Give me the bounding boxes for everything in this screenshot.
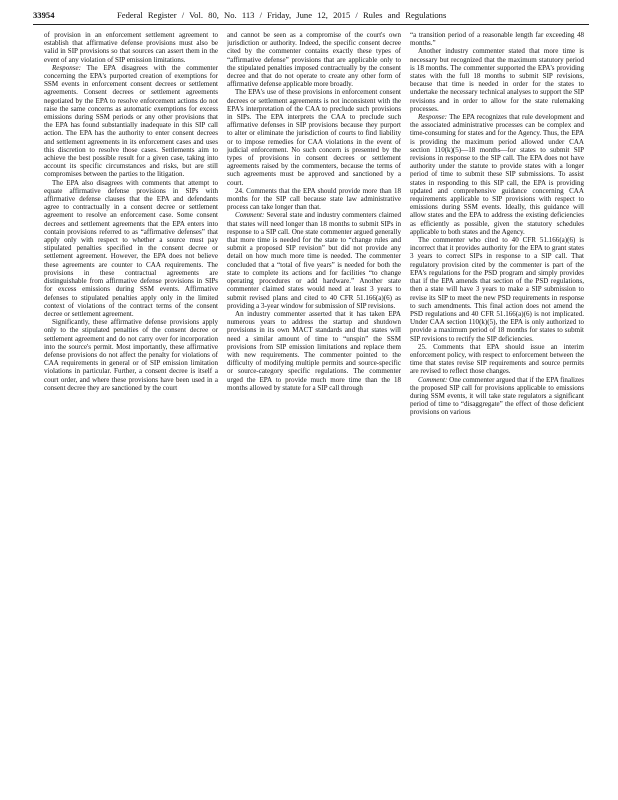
paragraph bbox=[410, 343, 584, 376]
running-title: Federal Register / Vol. 80, No. 113 / Friday, June 12, 2015 / Rules and Regulations bbox=[117, 10, 447, 20]
header-rule bbox=[33, 24, 589, 25]
paragraph-text: 24. Comments that the EPA should provide more than 18 months for the SIP call because state law administrative process can take longer than that. bbox=[227, 186, 401, 212]
body-columns bbox=[44, 31, 600, 791]
paragraph-text: The EPA recognizes that rule development and the associated administrative processes can be complex and time-consuming for states and for the Agency. Thus, the EPA is providing the maximum period allowed under CAA section 110(k)(5)—18 months—for states to submit SIP revisions in response to the SIP call. The EPA does not have authority under the statute to provide states with a longer period of time to submit these SIP submissions. To assist states in responding to this SIP call, the EPA is providing updated and comprehensive guidance concerning CAA requirements applicable to SIP provisions with respect to emissions during SSM events. Ideally, this guidance will allow states and the EPA to address the existing deficiencies as efficiently as possible, given the statutory schedules applicable to both states and the Agency. bbox=[410, 113, 584, 236]
paragraph bbox=[410, 31, 584, 47]
paragraph bbox=[44, 318, 218, 392]
paragraph-text: 25. Comments that EPA should issue an interim enforcement policy, with respect to enforcement between the time that states revise SIP requirements and source permits are revised to reflect those changes. bbox=[410, 342, 584, 376]
paragraph-lead: Comment: bbox=[235, 211, 265, 220]
paragraph bbox=[44, 64, 218, 179]
paragraph-text: and cannot be seen as a compromise of the court's own jurisdiction or authority. Indeed, the specific consent decree cited by the commenter contains exactly these types of “affirmative defense” provisions that are applicable only to the stipulated penalties imposed contractually by the consent decree and that do not operate to create any other form of affirmative defense applicable more broadly. bbox=[227, 31, 401, 89]
paragraph-text: of provision in an enforcement settlement agreement to establish that affirmative defense provisions must also be valid in SIP provisions so that sources can assert them in the event of any violation of SIP emission limitations. bbox=[44, 31, 218, 64]
paragraph-text: The EPA also disagrees with comments that attempt to equate affirmative defense provisions in SIPs with affirmative defense clauses that the EPA and defendants agree to contractually in a consent decree or settlement agreement to resolve an enforcement case. Some consent decrees and settlement agreements that the EPA enters into contain provisions referred to as “affirmative defenses” that apply only with respect to whether a source must pay stipulated penalties specified in the consent decree or settlement agreement. However, the EPA does not believe these agreements are counter to CAA requirements. The provisions in these contractual agreements are distinguishable from affirmative defense provisions in SIPs for excess emissions during SSM events. Affirmative defenses to stipulated penalties apply only in the limited context of violations of the contract terms of the consent decree or settlement agreement. bbox=[44, 178, 218, 318]
paragraph-text: The EPA disagrees with the commenter concerning the EPA's purported creation of exemptions for SSM events in enforcement consent decrees or settlement agreements. Consent decrees or settlement agreements negotiated by the EPA to resolve enforcement actions do not raise the same concerns as automatic exemptions for excess emissions during SSM periods or any other provisions that the EPA has found substantially inadequate in this SIP call action. The EPA has the authority to enter consent decrees and settlement agreements in its enforcement cases and uses this discretion to resolve those cases. Settlements aim to achieve the best possible result for a given case, taking into account its specific circumstances and risks, but are still compromises between the parties to the litigation. bbox=[44, 63, 218, 179]
paragraph bbox=[410, 113, 584, 236]
paragraph bbox=[227, 187, 401, 212]
paragraph-text: The EPA's use of these provisions in enforcement consent decrees or settlement agreements is not inconsistent with the EPA's interpretation of the CAA to preclude such provisions in SIPs. The EPA interprets the CAA to preclude such affirmative defenses in SIP provisions because they purport to alter or eliminate the jurisdiction of courts to find liability or to impose remedies for CAA violations in the event of judicial enforcement. No such concern is presented by the types of provisions in consent decrees or settlement agreements raised by the commenters, because the terms of such agreements must be approved and sanctioned by a court. bbox=[227, 88, 401, 187]
page-header bbox=[33, 8, 589, 22]
column-1 bbox=[44, 31, 218, 791]
paragraph bbox=[227, 31, 401, 88]
page-number: 33954 bbox=[33, 10, 55, 20]
paragraph bbox=[410, 236, 584, 343]
paragraph bbox=[227, 211, 401, 309]
column-2 bbox=[227, 31, 401, 791]
paragraph-lead: Response: bbox=[52, 63, 81, 72]
column-3 bbox=[410, 31, 584, 791]
paragraph-text: Another industry commenter stated that more time is necessary but recognized that the maximum statutory period is 18 months. The commenter supported the EPA's providing states with the full 18 months to submit SIP revisions, because that time is needed in order for the states to undertake the necessary technical analyses to support the SIP revisions and in order to allow for the state rulemaking processes. bbox=[410, 47, 584, 113]
paragraph-lead: Response: bbox=[418, 113, 447, 122]
paragraph-text: “a transition period of a reasonable length far exceeding 48 months.” bbox=[410, 31, 584, 48]
paragraph bbox=[410, 376, 584, 417]
paragraph bbox=[227, 88, 401, 186]
paragraph-text: The commenter who cited to 40 CFR 51.166(a)(6) is incorrect that it provides authority for the EPA to grant states 3 years to correct SIPs in response to a SIP call. That regulatory provision cited by the commenter is part of the EPA's regulations for the PSD program and simply provides that if the EPA amends that section of the PSD regulations, then a state will have 3 years to make a SIP submission to revise its SIP to meet the new PSD requirements in response to such amendments. This final action does not amend the PSD regulations and 40 CFR 51.166(a)(6) is not implicated. Under CAA section 110(k)(5), the EPA is only authorized to provide a maximum period of 18 months for states to submit SIP revisions to rectify the SIP deficiencies. bbox=[410, 236, 584, 343]
paragraph bbox=[44, 179, 218, 318]
paragraph-text: An industry commenter asserted that it has taken EPA numerous years to address the startup and shutdown provisions in its own MACT standards and that states will need a similar amount of time to “unspin” the SSM provisions from SIP emission limitations and replace them with new requirements. The commenter pointed to the difficulty of modifying multiple permits and source-specific or source-category specific regulations. The commenter urged the EPA to provide much more time than the 18 months allowed by statute for a SIP call through bbox=[227, 309, 401, 392]
paragraph bbox=[227, 310, 401, 392]
paragraph-text: Significantly, these affirmative defense provisions apply only to the stipulated penalties of the consent decree or settlement agreement and do not carry over for incorporation into the source's permit. Most importantly, these affirmative defense provisions do not affect the penalty for violations of CAA requirements in general or of SIP emission limitation violations in particular. Further, a consent decree is itself a court order, and where these provisions have been used in a consent decree they are sanctioned by the court bbox=[44, 318, 218, 392]
paragraph bbox=[44, 31, 218, 64]
paragraph-text: One commenter argued that if the EPA finalizes the proposed SIP call for provisions applicable to emissions during SSM events, it will take state regulators a significant period of time to “disaggregate” the effect of those deficient provisions on various bbox=[410, 375, 584, 417]
paragraph-text: Several state and industry commenters claimed that states will need longer than 18 months to submit SIPs in response to a SIP call. One state commenter argued generally that more time is needed for the state to “change rules and submit a proposed SIP revision” but did not provide any detail on how much more time is needed. The commenter concluded that a “total of five years” is needed for both the state to complete its actions and for facilities “to change operating procedures or add hardware.” Another state commenter claimed states would need at least 3 years to submit revised plans and cited to 40 CFR 51.166(a)(6) as providing a 3-year window for submission of SIP revisions. bbox=[227, 211, 401, 310]
paragraph bbox=[410, 47, 584, 113]
paragraph-lead: Comment: bbox=[418, 375, 448, 384]
